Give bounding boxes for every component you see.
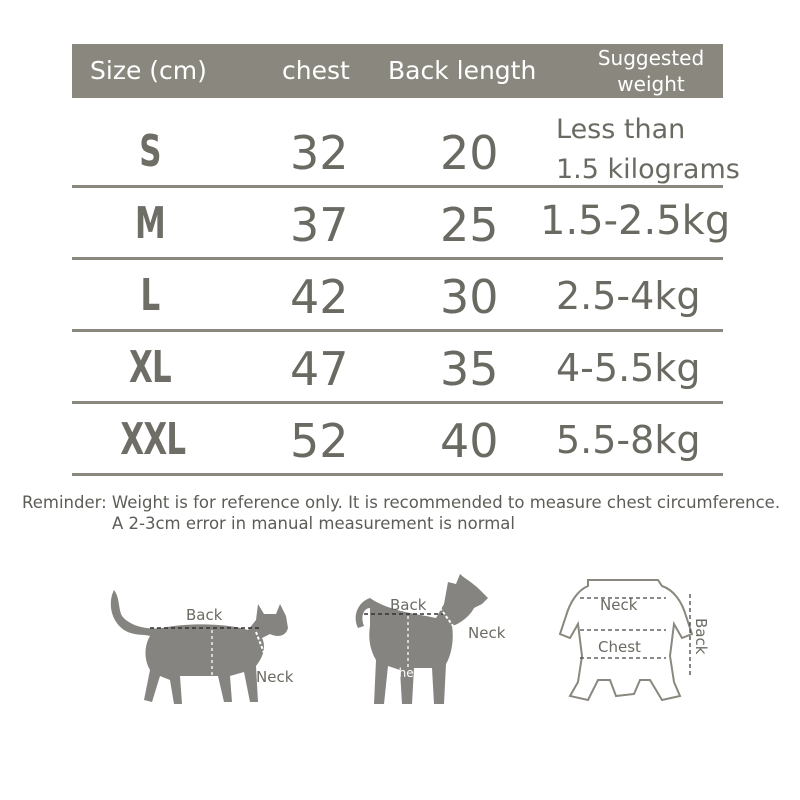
size-label: S [139,126,161,177]
chest-value: 37 [290,198,349,252]
garment-chest-label: Chest [598,638,641,656]
header-suggested-weight: Suggested weight [597,46,705,96]
cat-back-label: Back [186,606,223,624]
weight-value [556,110,740,190]
cat-neck-label: Neck [256,668,294,686]
reminder-line-2: A 2-3cm error in manual measurement is normal [112,514,515,533]
dog-diagram [340,568,530,718]
garment-back-label: Back [692,618,710,655]
size-label: XXL [120,414,186,465]
cat-chest-label: chest [184,682,214,695]
back-value: 40 [440,414,499,468]
chest-value: 42 [290,270,349,324]
size-label: M [135,198,165,249]
table-header [72,44,723,98]
row-divider [72,473,723,476]
weight-line-1: Less than [556,114,686,145]
back-value: 20 [440,126,499,180]
table-row [0,188,800,262]
back-value: 35 [440,342,499,396]
garment-diagram [558,572,718,712]
weight-value: 2.5-4kg [556,274,701,318]
weight-value: 1.5-2.5kg [540,198,731,244]
table-row [0,404,800,478]
weight-value: 5.5-8kg [556,418,701,462]
cat-diagram [100,580,310,720]
size-label: XL [129,342,171,393]
dog-neck-label: Neck [468,624,506,642]
table-row [0,332,800,406]
chest-value: 52 [290,414,349,468]
header-size: Size (cm) [90,56,207,85]
chest-value: 47 [290,342,349,396]
header-chest: chest [282,56,350,85]
garment-neck-label: Neck [600,596,638,614]
table-row [0,116,800,190]
chest-value: 32 [290,126,349,180]
size-label: L [140,270,160,321]
dog-back-label: Back [390,596,427,614]
back-value: 25 [440,198,499,252]
back-value: 30 [440,270,499,324]
table-row [0,260,800,334]
dog-chest-label: chest [392,666,425,680]
reminder-line-1: Reminder: Weight is for reference only. It is recommended to measure chest circumference. [22,493,781,512]
weight-line-2: 1.5 kilograms [556,154,740,185]
header-back-length: Back length [388,56,537,85]
weight-value: 4-5.5kg [556,346,701,390]
